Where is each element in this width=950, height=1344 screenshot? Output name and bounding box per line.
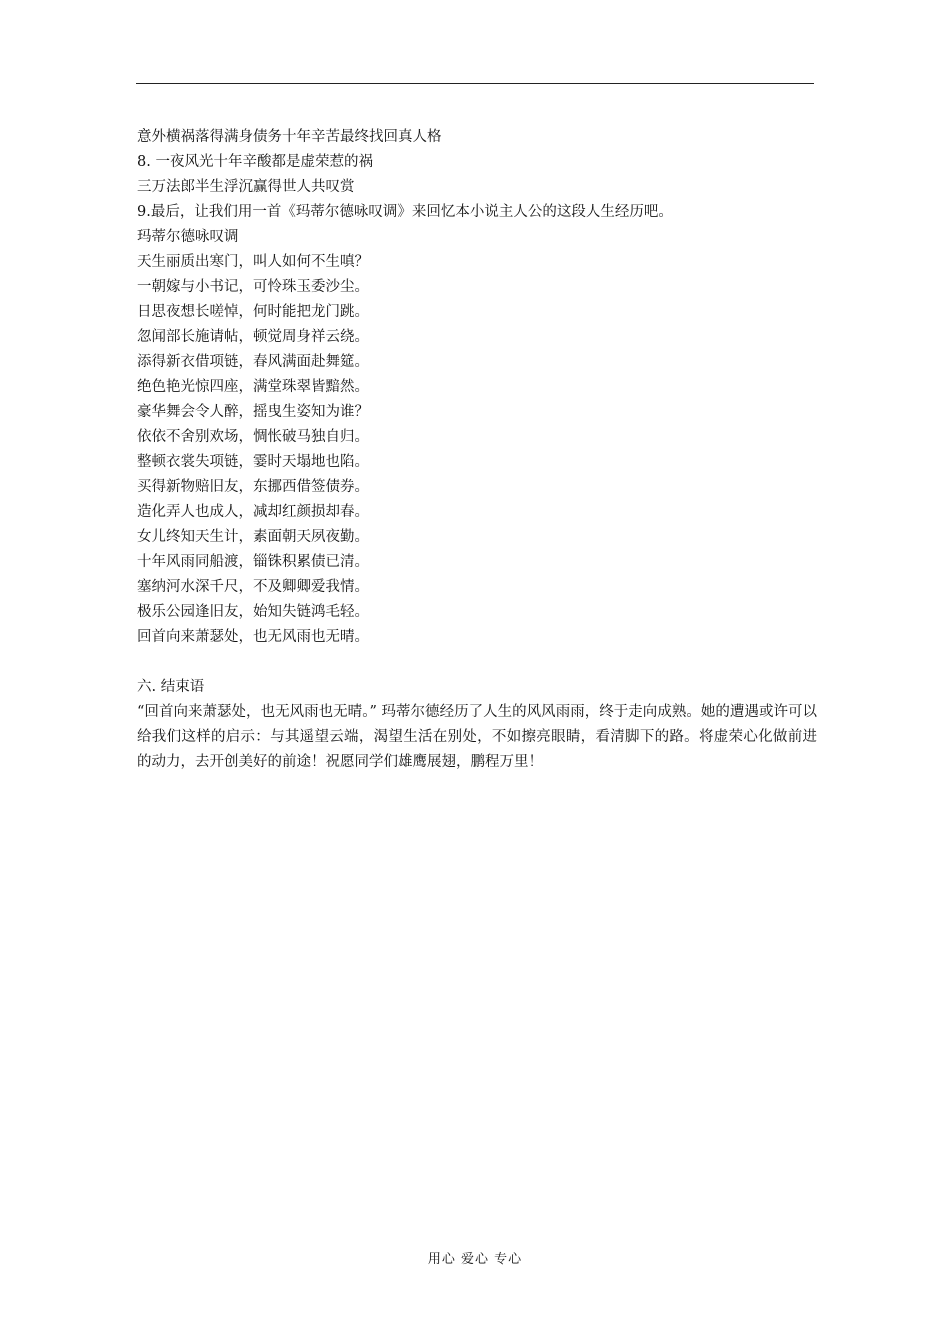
- poem-line: 豪华舞会令人醉，摇曳生姿知为谁？: [137, 404, 369, 420]
- header-rule: [136, 83, 814, 84]
- poem-line: 忽闻部长施请帖，顿觉周身祥云绕。: [137, 329, 369, 345]
- poem-line: 一朝嫁与小书记，可怜珠玉委沙尘。: [137, 279, 369, 295]
- poem-line: 天生丽质出寒门，叫人如何不生嗔？: [137, 254, 369, 270]
- section-heading: 六. 结束语: [137, 679, 205, 695]
- document-body: [137, 125, 817, 775]
- closing-paragraph: “回首向来萧瑟处，也无风雨也无晴。” 玛蒂尔德经历了人生的风风雨雨，终于走向成熟。她的遭遇或许可以给我们这样的启示：与其遥望云端，渴望生活在别处，不如擦亮眼睛，看清脚下的路。将虚荣心化做前进的动力，去开创美好的前途！祝愿同学们雄鹰展翅，鹏程万里！: [137, 704, 817, 770]
- spacer: [137, 650, 817, 675]
- poem-line: 绝色艳光惊四座，满堂珠翠皆黯然。: [137, 379, 369, 395]
- text-line: 三万法郎半生浮沉赢得世人共叹赏: [137, 179, 355, 195]
- poem-line: 整顿衣裳失项链，霎时天塌地也陷。: [137, 454, 369, 470]
- text-line: 8. 一夜风光十年辛酸都是虚荣惹的祸: [137, 154, 373, 170]
- poem-line: 日思夜想长嗟悼，何时能把龙门跳。: [137, 304, 369, 320]
- poem-line: 极乐公园逢旧友，始知失链鸿毛轻。: [137, 604, 369, 620]
- poem-title: 玛蒂尔德咏叹调: [137, 229, 239, 245]
- page-footer: 用心 爱心 专心: [427, 1252, 523, 1267]
- poem-line: 塞纳河水深千尺，不及卿卿爱我情。: [137, 579, 369, 595]
- poem-line: 回首向来萧瑟处，也无风雨也无晴。: [137, 629, 369, 645]
- poem-line: 造化弄人也成人，减却红颜损却春。: [137, 504, 369, 520]
- poem-line: 添得新衣借项链，春风满面赴舞筵。: [137, 354, 369, 370]
- poem-line: 女儿终知天生计，素面朝天夙夜勤。: [137, 529, 369, 545]
- poem-line: 买得新物赔旧友，东挪西借签债券。: [137, 479, 369, 495]
- text-line: 9.最后，让我们用一首《玛蒂尔德咏叹调》来回忆本小说主人公的这段人生经历吧。: [137, 204, 673, 220]
- poem: [137, 250, 817, 650]
- poem-line: 依依不舍别欢场，惆怅破马独自归。: [137, 429, 369, 445]
- text-line: 意外横祸落得满身债务十年辛苦最终找回真人格: [137, 129, 442, 145]
- poem-line: 十年风雨同船渡，锱铢积累债已清。: [137, 554, 369, 570]
